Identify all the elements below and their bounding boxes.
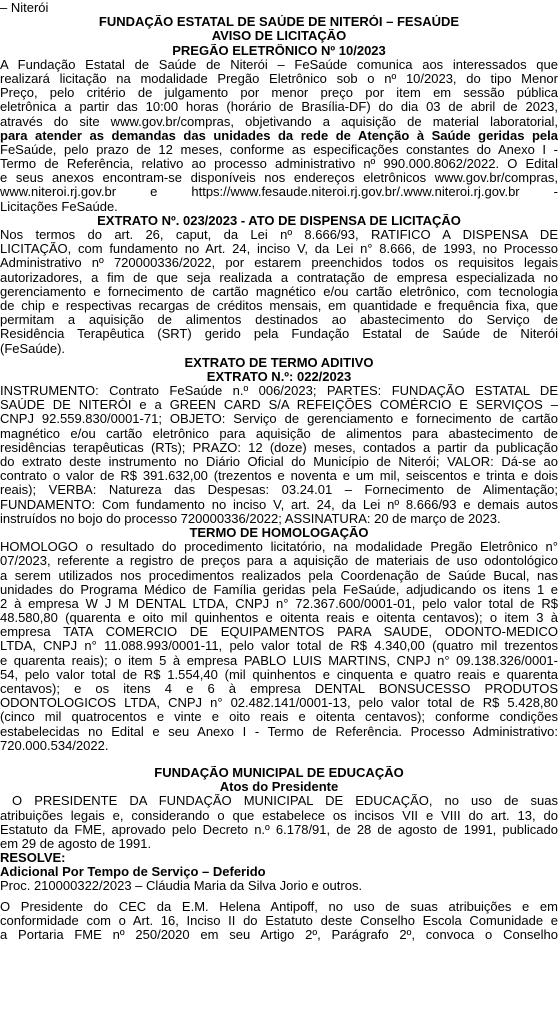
- homologacao-line: estabelecidas no Edital e seu Anexo I - Termo de Referência. Processo Administrativo:: [0, 724, 558, 739]
- extrato-line: Residência Terapêutica (SRT) gerido pela Fundação Estatal de Saúde de Niterói: [0, 327, 558, 342]
- aditivo-line: reais); VERBA: Natureza das Despesas: 03.24.01 – Fornecimento de Alimentação;: [0, 483, 558, 498]
- homologacao-line: unidades do Programa Médico de Família geridas pela FeSaúde, adjudicando os itens 1 e: [0, 582, 558, 597]
- aviso-heading: AVISO DE LICITAÇÃO: [211, 29, 347, 44]
- resolve-heading: RESOLVE:: [0, 851, 66, 866]
- aviso-line: eletrônica a partir das 10:00 horas (horário de Brasília-DF) do dia 03 de abril de 2023,: [0, 100, 558, 115]
- aviso-line: Preço, pelo critério de julgamento por menor preço por item em sessão pública: [0, 86, 558, 101]
- fesaude-title: FUNDAÇÃO ESTATAL DE SAÚDE DE NITERÓI – FESAÚDE: [98, 15, 460, 30]
- fme-intro-line: Estatuto da FME, aprovado pelo Decreto n.º 6.178/91, de 28 de agosto de 1991, publicado: [0, 822, 558, 837]
- homologacao-line: HOMOLOGO o resultado do procedimento licitatório, na modalidade Pregão Eletrônico n°: [0, 540, 558, 555]
- homologacao-line: 2 à empresa W J M DENTAL LTDA, CNPJ n° 72.367.600/0001-01, pelo valor total de R$: [0, 596, 558, 611]
- aviso-line: A Fundação Estatal de Saúde de Niterói – FeSaúde comunica aos interessados que: [0, 57, 558, 72]
- homologacao-line: ODONTOLOGICOS LTDA, CNPJ n° 02.482.141/0001-13, pelo valor total de R$ 5.428,80: [0, 696, 558, 711]
- cec-line: O Presidente do CEC da E.M. Helena Antipoff, no uso de suas atribuições e em: [0, 899, 558, 914]
- aditivo-line: contrato o valor de R$ 391.632,00 (trezentos e noventa e um mil, seiscentos e trinta e dois: [0, 469, 558, 484]
- aviso-line: e seus anexos encontram-se disponíveis nos endereços eletrônicos www.gov.br/compras,: [0, 171, 558, 186]
- fme-title: FUNDAÇÃO MUNICIPAL DE EDUCAÇÃO: [154, 765, 404, 780]
- aditivo-heading: EXTRATO DE TERMO ADITIVO: [184, 355, 374, 370]
- aditivo-line: FUNDAMENTO: Com fundamento no inciso V, art. 24, da Lei nº 8.666/93 e demais autos: [0, 497, 558, 512]
- homologacao-line: e quarenta reais); o item 5 à empresa PABLO LUIS MARTINS, CNPJ n° 09.138.326/0001-: [0, 653, 558, 668]
- extrato-line: de chip e respectivas recargas de créditos mensais, em quantidade e frequência fixa, que: [0, 298, 558, 313]
- aditivo-subheading: EXTRATO N.º: 022/2023: [206, 369, 352, 384]
- aditivo-line: SAÚDE DE NITERÓI e a GREEN CARD S/A REFEIÇÕES COMÉRCIO E SERVIÇOS –: [0, 398, 558, 413]
- aditivo-line: do extrato deste instrumento no Diário Oficial do Município de Niterói; VALOR: Dá-se ao: [0, 455, 558, 469]
- continuation-text: – Niterói: [0, 1, 49, 15]
- homologacao-line: LTDA, CNPJ n° 11.088.993/0001-11, pelo valor total de R$ 4.340,00 (quatro mil trezentos: [0, 639, 558, 654]
- extrato-line: (FeSaúde).: [0, 341, 66, 356]
- fme-subtitle: Atos do Presidente: [219, 780, 339, 795]
- process-line: Proc. 210000322/2023 – Cláudia Maria da Silva Jorio e outros.: [0, 879, 363, 894]
- cec-body: [0, 900, 558, 943]
- aditivo-line: instruídos no bojo do processo 720000336/2022; ASSINATURA: 20 de março de 2023.: [0, 511, 501, 526]
- aviso-line: Termo de Referência, relativo ao processo administrativo nº 990.000.8062/2022. O Edital: [0, 157, 558, 172]
- extrato-line: permitam a aquisição de alimentos destinados ao abastecimento do Serviço de: [0, 313, 558, 328]
- extrato-line: autorizadores, a fim de que seja realizada a contratação de empresa especializada no: [0, 270, 558, 285]
- aviso-line: através do site www.gov.br/compras, objetivando a aquisição de material laboratorial,: [0, 114, 558, 129]
- pregao-heading: PREGÃO ELETRÔNICO Nº 10/2023: [172, 43, 386, 58]
- fme-intro: [0, 794, 558, 851]
- extrato-body: [0, 228, 558, 356]
- extrato-line: Nos termos do art. 26, caput, da Lei nº 8.666/93, RATIFICO A DISPENSA DE: [0, 228, 558, 242]
- aditivo-line: residências terapêuticas (RTs); PRAZO: 12 (doze) meses, contados a partir da publicação: [0, 440, 558, 455]
- aditivo-body: [0, 384, 558, 526]
- fme-intro-line: O PRESIDENTE DA FUNDAÇÃO MUNICIPAL DE EDUCAÇÃO, no uso de suas: [0, 794, 558, 809]
- aviso-line: www.niteroi.rj.gov.br e https://www.fesaude.niteroi.rj.gov.br/.www.niteroi.rj.gov.br -: [0, 185, 558, 200]
- homologacao-line: 54, pelo valor total de R$ 1.554,40 (mil quinhentos e cinquenta e quatro reais e quarenta: [0, 667, 558, 682]
- fme-intro-line: atribuições legais e, considerando o que estabelece os incisos VII e VIII do art. 13, do: [0, 808, 558, 823]
- aviso-line: FeSaúde, pelo prazo de 12 meses, conforme as especificações constantes do Anexo I -: [0, 142, 558, 157]
- aviso-line: realizará licitação na modalidade Pregão Eletrônico sob o nº 10/2023, do tipo Menor: [0, 71, 558, 86]
- extrato-line: gerenciamento e fornecimento de cartão magnético e/ou cartão eletrônico, com tecnologia: [0, 284, 558, 299]
- adicional-heading: Adicional Por Tempo de Serviço – Deferido: [0, 865, 266, 880]
- homologacao-line: centavos); e os itens 4 e 6 à empresa DENTAL BONSUCESSO PRODUTOS: [0, 682, 558, 696]
- homologacao-line: (cinco mil quatrocentos e vinte e oito reais e oitenta centavos); conforme condições: [0, 710, 558, 725]
- homologacao-line: 48.580,80 (quarenta e oito mil quinhentos e oitenta reais e oitenta centavos); o item 3 à: [0, 611, 558, 626]
- homologacao-heading: TERMO DE HOMOLOGAÇÃO: [189, 525, 369, 540]
- fme-intro-line: em 29 de agosto de 1991.: [0, 836, 152, 851]
- homologacao-line: 07/2023, referente a registro de preços para a aquisição de materiais de uso odontológico: [0, 554, 558, 569]
- homologacao-line: a serem utilizados nos procedimentos realizados pela Coordenação de Saúde Bucal, nas: [0, 568, 558, 583]
- extrato-line: LICITAÇÃO, com fundamento no Art. 24, inciso V, da Lei n° 8.666, de 1993, no Processo: [0, 242, 558, 257]
- cec-line: conformidade com o Art. 16, Inciso II do Estatuto deste Conselho Escola Comunidade e: [0, 913, 558, 928]
- aviso-body: [0, 58, 558, 214]
- extrato-line: Administrativo nº 720000336/2022, por estarem preenchidos todos os requisitos legais: [0, 256, 558, 271]
- aditivo-line: magnético e/ou cartão eletrônico para aquisição de alimentos para abastecimento de: [0, 426, 558, 441]
- homologacao-line: 720.000.534/2022.: [0, 738, 109, 753]
- homologacao-body: [0, 540, 558, 753]
- aditivo-line: CNPJ 92.559.830/0001-71; OBJETO: Serviço de gerenciamento e fornecimento de cartão: [0, 412, 558, 427]
- aditivo-line: INSTRUMENTO: Contrato FeSaúde n.º 006/2023; PARTES: FUNDAÇÃO ESTATAL DE: [0, 384, 558, 399]
- section-gap: [0, 753, 558, 766]
- aviso-line: para atender as demandas das unidades da rede de Atenção à Saúde geridas pela: [0, 128, 558, 143]
- cec-line: a Portaria FME nº 250/2020 em seu Artigo 2º, Parágrafo 2º, convoca o Conselho: [0, 928, 558, 942]
- homologacao-line: empresa TATA COMERCIO DE EQUIPAMENTOS PARA SAUDE, ODONTO-MEDICO: [0, 625, 558, 640]
- aviso-line: Licitações FeSaúde.: [0, 199, 118, 214]
- extrato-heading: EXTRATO Nº. 023/2023 - ATO DE DISPENSA DE LICITAÇÃO: [97, 213, 461, 228]
